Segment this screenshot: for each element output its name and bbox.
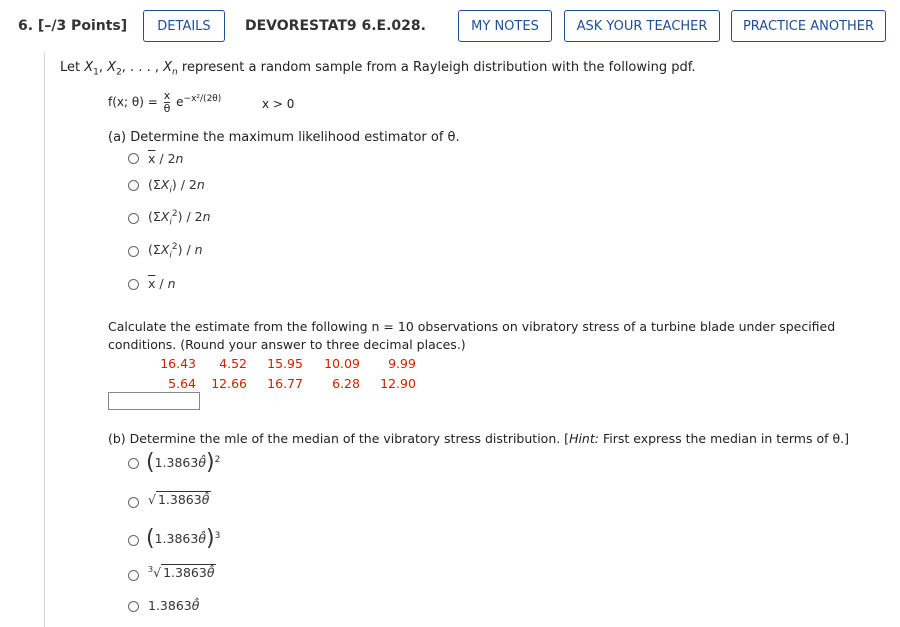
part-b-option-2: √ 1.3863θ̂	[148, 492, 210, 507]
part-b-option-3: (1.3863θ̂)$^3$	[146, 526, 221, 551]
part-a-option-5: $\overline{x}$ / n	[148, 276, 176, 291]
my-notes-button[interactable]: MY NOTES	[458, 10, 552, 42]
question-number: 6. [–/3 Points]	[18, 18, 128, 34]
pdf-exp-base: e	[176, 95, 184, 109]
data-row-1	[160, 356, 416, 371]
ask-your-teacher-button[interactable]: ASK YOUR TEACHER	[564, 10, 720, 42]
data-value: 9.99	[388, 356, 416, 371]
part-a-option-1: $\overline{x} / 2n$	[148, 151, 184, 166]
part-a-option-4: $(\Sigma X_i^2)$ / n	[148, 242, 203, 261]
question-header	[0, 0, 900, 52]
part-a-option-2-radio[interactable]	[128, 180, 139, 191]
part-a-prompt: (a) Determine the maximum likelihood estimator of θ.	[108, 130, 460, 145]
part-b-option-3-radio[interactable]	[128, 535, 139, 546]
data-value: 5.64	[168, 376, 196, 391]
part-b-option-4: $^3$√ 1.3863θ̂	[148, 565, 215, 581]
data-value: 12.66	[211, 376, 247, 391]
part-a-option-3-radio[interactable]	[128, 213, 139, 224]
data-value: 10.09	[324, 356, 360, 371]
details-button[interactable]: DETAILS	[143, 10, 225, 42]
data-value: 6.28	[332, 376, 360, 391]
estimate-answer-input[interactable]	[108, 392, 200, 410]
pdf-frac-den: θ	[163, 102, 171, 115]
part-b-option-5-radio[interactable]	[128, 601, 139, 612]
part-a-option-2: $(\Sigma X_i) / 2n$	[148, 177, 205, 196]
data-value: 12.90	[380, 376, 416, 391]
intro-sentence: represent a random sample from a Rayleigh distribution with the following pdf.	[181, 60, 696, 75]
pdf-fraction	[164, 90, 171, 115]
part-a-option-3: $(\Sigma X_i^2) / 2n$	[148, 209, 211, 228]
data-value: 4.52	[219, 356, 247, 371]
part-b-option-1-radio[interactable]	[128, 458, 139, 469]
part-b-option-4-radio[interactable]	[128, 570, 139, 581]
intro-text	[60, 60, 696, 78]
pdf-condition: x > 0	[262, 97, 295, 111]
part-b-option-5: 1.3863θ̂	[148, 598, 200, 613]
part-a-option-1-radio[interactable]	[128, 153, 139, 164]
pdf-exponent: −x²/(2θ)	[183, 94, 222, 104]
data-value: 16.43	[160, 356, 196, 371]
pdf-frac-num: x	[163, 89, 171, 102]
part-b-option-2-radio[interactable]	[128, 497, 139, 508]
question-code: DEVORESTAT9 6.E.028.	[245, 18, 426, 34]
data-value: 15.95	[267, 356, 303, 371]
part-b-prompt: (b) Determine the mle of the median of the vibratory stress distribution. [Hint: First express the median in terms of θ.]	[108, 431, 849, 446]
part-a-option-4-radio[interactable]	[128, 246, 139, 257]
intro-lead: Let $X_1$, $X_2$, . . . , $X_n$	[60, 60, 178, 78]
pdf-lhs: f(x; θ) =	[108, 95, 158, 109]
calc-line-1: Calculate the estimate from the following n = 10 observations on vibratory stress of a turbine blade under specified	[108, 319, 836, 334]
pdf-formula	[108, 90, 221, 115]
calc-line-2: conditions. (Round your answer to three decimal places.)	[108, 337, 466, 352]
data-row-2	[160, 376, 416, 391]
part-a-option-5-radio[interactable]	[128, 279, 139, 290]
data-value: 16.77	[267, 376, 303, 391]
practice-another-button[interactable]: PRACTICE ANOTHER	[731, 10, 886, 42]
part-b-option-1: (1.3863θ̂)$^2$	[146, 450, 221, 475]
